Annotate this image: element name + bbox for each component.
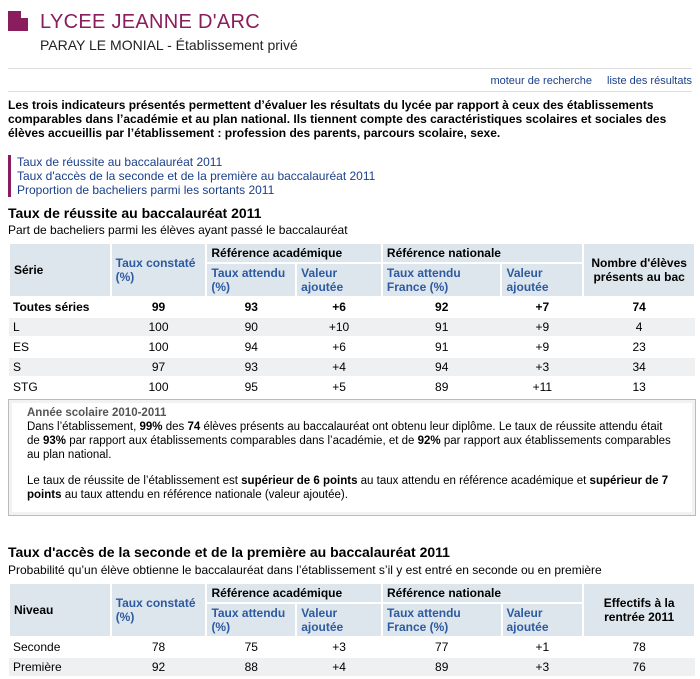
cell: 34 bbox=[583, 357, 695, 377]
cell: +3 bbox=[296, 637, 382, 657]
intro-text: Les trois indicateurs présentés permettent d’évaluer les résultats du lycée par rapport à ceux des établissements comparables dans l’académie et au plan national. Ils tiennent compte des caractéristiques scolaires et sociales des élèves accueillis par l’établissement : profession des parents, parcours scolaire, sexe. bbox=[8, 98, 667, 140]
header-ref-nationale: Référence nationale bbox=[382, 583, 583, 603]
cell: 89 bbox=[382, 377, 502, 397]
explanation-paragraph-1: Dans l’établissement, 99% des 74 élèves présents au baccalauréat ont obtenu leur diplôme. Le taux de réussite attendu était de 93% par rapport aux établissements comparables dans l’académie, et de 92% par rapport aux établissements comparables au plan national. bbox=[27, 421, 671, 461]
cell: 92 bbox=[111, 657, 207, 677]
school-subtitle: PARAY LE MONIAL - Établissement privé bbox=[40, 37, 298, 53]
cell-serie: ES bbox=[9, 337, 111, 357]
section-title: Taux de réussite au baccalauréat 2011 bbox=[8, 205, 262, 221]
cell-serie: S bbox=[9, 357, 111, 377]
header-taux-attendu-france: Taux attendu France (%) bbox=[382, 263, 502, 297]
header-valeur-ajoutee: Valeur ajoutée bbox=[296, 263, 382, 297]
header-valeur-ajoutee: Valeur ajoutée bbox=[296, 603, 382, 637]
cell: 77 bbox=[382, 637, 502, 657]
anchor-link-reussite[interactable]: Taux de réussite au baccalauréat 2011 bbox=[17, 155, 223, 169]
reussite-table bbox=[8, 242, 696, 398]
cell: +6 bbox=[296, 297, 382, 317]
school-name: LYCEE JEANNE D'ARC bbox=[40, 11, 261, 33]
divider bbox=[8, 91, 692, 92]
table-row bbox=[9, 637, 695, 657]
cell: 89 bbox=[382, 657, 502, 677]
header-nombre-eleves: Nombre d'élèves présents au bac bbox=[583, 243, 695, 297]
cell: 91 bbox=[382, 317, 502, 337]
cell: 76 bbox=[583, 657, 695, 677]
cell: 78 bbox=[583, 637, 695, 657]
header-niveau: Niveau bbox=[9, 583, 111, 637]
header-taux-attendu-france: Taux attendu France (%) bbox=[382, 603, 502, 637]
cell: +4 bbox=[296, 657, 382, 677]
header-taux-constate: Taux constaté (%) bbox=[111, 583, 207, 637]
header-ref-nationale: Référence nationale bbox=[382, 243, 583, 263]
cell: +11 bbox=[501, 377, 583, 397]
cell: 4 bbox=[583, 317, 695, 337]
cell: 100 bbox=[111, 377, 207, 397]
cell: 13 bbox=[583, 377, 695, 397]
cell: 94 bbox=[382, 357, 502, 377]
table-row bbox=[9, 317, 695, 337]
divider bbox=[8, 68, 692, 69]
explanation-box bbox=[8, 399, 696, 516]
table-row bbox=[9, 377, 695, 397]
results-list-link[interactable]: liste des résultats bbox=[607, 75, 692, 87]
cell: 100 bbox=[111, 317, 207, 337]
cell: 94 bbox=[206, 337, 296, 357]
cell: 100 bbox=[111, 337, 207, 357]
header-effectifs: Effectifs à la rentrée 2011 bbox=[583, 583, 695, 637]
cell: 93 bbox=[206, 297, 296, 317]
header-taux-constate: Taux constaté (%) bbox=[111, 243, 207, 297]
logo-icon bbox=[8, 11, 28, 31]
section-anchors bbox=[8, 155, 375, 197]
header-serie: Série bbox=[9, 243, 111, 297]
anchor-link-proportion[interactable]: Proportion de bacheliers parmi les sortants 2011 bbox=[17, 183, 275, 197]
cell-serie: STG bbox=[9, 377, 111, 397]
acces-table bbox=[8, 582, 696, 678]
section-subtitle: Part de bacheliers parmi les élèves ayant passé le baccalauréat bbox=[8, 223, 348, 237]
table-row bbox=[9, 337, 695, 357]
cell: +1 bbox=[502, 637, 584, 657]
search-engine-link[interactable]: moteur de recherche bbox=[490, 75, 592, 87]
cell: 78 bbox=[111, 637, 207, 657]
cell: 23 bbox=[583, 337, 695, 357]
cell: 93 bbox=[206, 357, 296, 377]
header-ref-academique: Référence académique bbox=[206, 243, 382, 263]
explanation-paragraph-2: Le taux de réussite de l’établissement est supérieur de 6 points au taux attendu en référence académique et supérieur de 7 points au taux attendu en référence nationale (valeur ajoutée). bbox=[27, 475, 669, 501]
section-subtitle: Probabilité qu’un élève obtienne le baccalauréat dans l’établissement s’il y est entré en seconde ou en première bbox=[8, 563, 602, 577]
cell: 99 bbox=[111, 297, 207, 317]
cell-niveau: Première bbox=[9, 657, 111, 677]
cell: +7 bbox=[501, 297, 583, 317]
cell: 88 bbox=[206, 657, 296, 677]
cell: +3 bbox=[502, 657, 584, 677]
cell: +10 bbox=[296, 317, 382, 337]
cell-niveau: Seconde bbox=[9, 637, 111, 657]
cell: +6 bbox=[296, 337, 382, 357]
cell: +9 bbox=[501, 337, 583, 357]
cell: 97 bbox=[111, 357, 207, 377]
school-year: Année scolaire 2010-2011 bbox=[27, 407, 167, 419]
cell-serie: Toutes séries bbox=[9, 297, 111, 317]
anchor-link-acces[interactable]: Taux d'accès de la seconde et de la première au baccalauréat 2011 bbox=[17, 169, 376, 183]
cell: 75 bbox=[206, 637, 296, 657]
table-row bbox=[9, 297, 695, 317]
cell: 91 bbox=[382, 337, 502, 357]
header-taux-attendu: Taux attendu (%) bbox=[206, 603, 296, 637]
table-row bbox=[9, 657, 695, 677]
cell: 92 bbox=[382, 297, 502, 317]
cell: +5 bbox=[296, 377, 382, 397]
cell: 90 bbox=[206, 317, 296, 337]
top-links bbox=[478, 75, 692, 87]
header-taux-attendu: Taux attendu (%) bbox=[206, 263, 296, 297]
cell: 95 bbox=[206, 377, 296, 397]
table-row bbox=[9, 357, 695, 377]
header-ref-academique: Référence académique bbox=[206, 583, 382, 603]
cell: +4 bbox=[296, 357, 382, 377]
cell: +9 bbox=[501, 317, 583, 337]
section-title: Taux d'accès de la seconde et de la première au baccalauréat 2011 bbox=[8, 544, 450, 560]
cell: 74 bbox=[583, 297, 695, 317]
cell: +3 bbox=[501, 357, 583, 377]
header-valeur-ajoutee-nat: Valeur ajoutée bbox=[502, 603, 584, 637]
cell-serie: L bbox=[9, 317, 111, 337]
header-valeur-ajoutee-nat: Valeur ajoutée bbox=[501, 263, 583, 297]
